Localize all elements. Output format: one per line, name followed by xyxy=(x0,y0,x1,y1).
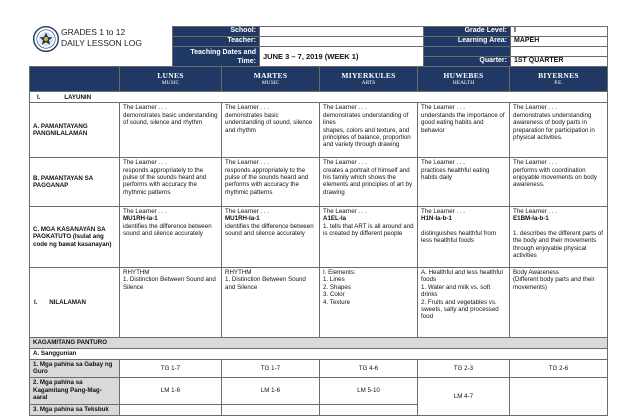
pamantayang-pangnilalaman-row xyxy=(30,103,608,158)
day-header-martes xyxy=(222,67,320,92)
school-value xyxy=(260,27,424,37)
table-cell xyxy=(222,158,320,207)
cell-text: The Learner . . . demonstrates understanding of lines shapes, colors and texture, and principles of balance, proportion and variety through drawing xyxy=(323,104,411,149)
layunin-row xyxy=(30,92,608,103)
school-label: School: xyxy=(173,27,260,37)
row-label: A. PAMANTAYANG PANGNILALAMAN xyxy=(30,103,120,158)
blank-value xyxy=(511,47,608,57)
cell-text: The Learner . . . practices healthful eating habits daily xyxy=(421,159,490,181)
cell-text: The Learner . . . responds appropriately to the pulse of the sounds heard and performs with accuracy the rhythmic patterns xyxy=(225,159,309,196)
table-cell xyxy=(418,206,510,267)
cell-text: The Learner . . . demonstrates understanding awareness of body parts in preparation for participation in physical activities. xyxy=(513,104,595,141)
cell-text: RHYTHM 1. Distinction Between Sound and Silence xyxy=(123,268,216,291)
table-cell: LM 5-10 xyxy=(320,378,418,405)
table-cell xyxy=(120,206,222,267)
kagamitang-panturo-heading: KAGAMITANG PANTURO xyxy=(30,337,608,348)
table-cell xyxy=(510,158,608,207)
layunin-heading xyxy=(30,92,608,103)
row-label: B. PAMANTAYAN SA PAGGANAP xyxy=(30,158,120,207)
table-cell xyxy=(320,158,418,207)
mga-kasanayan-row xyxy=(30,206,608,267)
cell-text: RHYTHM 1. Distinction Between Sound and Silence xyxy=(225,268,306,291)
table-cell xyxy=(510,103,608,158)
table-cell xyxy=(510,267,608,337)
row-label: 1. Mga pahina sa Gabay ng Guro xyxy=(30,359,120,378)
table-cell xyxy=(418,158,510,207)
cell-text: The Learner . . . responds appropriately to the pulse of the sounds heard and performs with accuracy the rhythmic patterns xyxy=(123,159,207,196)
quarter-label: Quarter: xyxy=(424,57,511,67)
cell-text: Body Awareness (Different body parts and their movements) xyxy=(513,268,595,291)
cell-text: A. Healthful and less healthful foods 1. Water and milk vs. soft drinks 2. Fruits and vegetables vs. sweets, salty and processed food xyxy=(421,268,503,321)
table-cell: TG 1-7 xyxy=(222,359,320,378)
nilalaman-row xyxy=(30,267,608,337)
table-cell xyxy=(320,404,418,415)
row-label: C. MGA KASANAYAN SA PAGKATUTO (Isulat ang code ng bawat kasanayan) xyxy=(30,206,120,267)
row-label: 3. Mga pahina sa Teksbuk xyxy=(30,404,120,415)
teaching-dates-label xyxy=(173,47,260,67)
lesson-log-title xyxy=(61,27,142,49)
teaching-dates-label-line2: Time: xyxy=(237,57,256,65)
table-cell xyxy=(120,103,222,158)
info-table xyxy=(172,26,608,67)
grade-level-value: I xyxy=(511,27,608,37)
table-cell: TG 1-7 xyxy=(120,359,222,378)
header-corner xyxy=(30,67,120,92)
cell-text: The Learner . . . creates a portrait of himself and his family which shows the elements and principles of art by drawing xyxy=(323,159,413,196)
day-name: HUWEBES xyxy=(443,71,484,81)
day-subject: HEALTH xyxy=(452,80,475,87)
table-cell: TG 4-6 xyxy=(320,359,418,378)
quarter-value: 1ST QUARTER xyxy=(511,57,608,67)
cell-text: identifies the difference between sound and silence accurately xyxy=(225,222,314,237)
day-header-lunes xyxy=(120,67,222,92)
day-subject: MUSIC xyxy=(261,80,280,87)
teacher-label: Teacher: xyxy=(173,37,260,47)
table-cell xyxy=(222,267,320,337)
table-cell: TG 2-6 xyxy=(510,359,608,378)
teaching-dates-value: JUNE 3 – 7, 2019 (WEEK 1) xyxy=(260,47,424,67)
blank-label xyxy=(424,47,511,57)
table-cell: LM 1-6 xyxy=(222,378,320,405)
cell-text: The Learner . . . xyxy=(225,207,270,215)
day-header-miyerkules xyxy=(320,67,418,92)
day-subject: ARTS xyxy=(361,80,376,87)
cell-text: 1. tells that ART is all around and is created by different people xyxy=(323,222,414,237)
gabay-ng-guro-row xyxy=(30,359,608,378)
day-name: MARTES xyxy=(253,71,288,81)
cell-text: The Learner . . . xyxy=(323,207,368,215)
row-label xyxy=(30,267,120,337)
layunin-label: LAYUNIN xyxy=(64,93,92,101)
table-cell: TG 2-3 xyxy=(418,359,510,378)
layunin-num: I. xyxy=(37,93,41,101)
cell-text: identifies the difference between sound and silence accurately xyxy=(123,222,212,237)
table-cell xyxy=(222,404,320,415)
cell-text: distinguishes healthful from less healthful foods xyxy=(421,229,496,245)
day-name: MIYERKULES xyxy=(341,71,396,81)
competency-code: MU1RH-Ia-1 xyxy=(225,215,260,223)
cell-text: The Learner . . . xyxy=(421,207,466,215)
learning-area-value: MAPEH xyxy=(511,37,608,47)
lesson-table xyxy=(29,66,608,416)
cell-text: The Learner . . . understands the importance of good eating habits and behavior xyxy=(421,104,505,134)
table-cell xyxy=(222,206,320,267)
table-cell xyxy=(418,267,510,337)
competency-code: MU1RH-Ia-1 xyxy=(123,215,158,223)
table-cell xyxy=(320,206,418,267)
title-line-1: GRADES 1 to 12 xyxy=(61,27,126,37)
sanggunian-heading: A. Sanggunian xyxy=(30,348,608,359)
table-cell xyxy=(120,267,222,337)
table-cell: LM 4-7 xyxy=(418,378,510,416)
cell-text: The Learner . . . xyxy=(513,207,558,215)
grade-level-label: Grade Level: xyxy=(424,27,511,37)
table-cell xyxy=(418,103,510,158)
nilalaman-label: NILALAMAN xyxy=(49,298,86,306)
teaching-dates-label-line1: Teaching Dates and xyxy=(190,48,256,56)
cell-text: The Learner . . . demonstrates basic understanding of sound, silence and rhythm xyxy=(123,104,218,127)
nilalaman-num: I. xyxy=(34,298,38,306)
table-cell xyxy=(510,378,608,416)
sanggunian-row xyxy=(30,348,608,359)
table-cell xyxy=(320,103,418,158)
cell-text: The Learner . . . xyxy=(123,207,168,215)
day-name: BIYERNES xyxy=(538,71,579,81)
table-cell xyxy=(510,206,608,267)
table-cell xyxy=(120,404,222,415)
cell-text: I. Elements: 1. Lines 2. Shapes 3. Color 4. Texture xyxy=(323,268,356,306)
day-header-row xyxy=(30,67,608,92)
teacher-value xyxy=(260,37,424,47)
cell-text: 1. describes the different parts of the body and their movements through enjoyable physical activities xyxy=(513,229,603,260)
day-name: LUNES xyxy=(157,71,184,81)
row-label: 2. Mga pahina sa Kagamitang Pang-Mag-aaral xyxy=(30,378,120,405)
pamantayan-sa-pagganap-row xyxy=(30,158,608,207)
competency-code: E1BM-Ia-b-1 xyxy=(513,215,549,223)
table-cell xyxy=(120,158,222,207)
deped-seal-icon xyxy=(33,26,59,52)
cell-text: The Learner . . . demonstrates basic understanding of sound, silence and rhythm xyxy=(225,104,313,134)
kagamitang-panturo-row xyxy=(30,337,608,348)
kagamitang-pang-mag-aaral-row xyxy=(30,378,608,405)
cell-text: The Learner . . . performs with coordination enjoyable movements on body awareness. xyxy=(513,159,597,189)
day-header-huwebes xyxy=(418,67,510,92)
day-subject: MUSIC xyxy=(161,80,180,87)
day-subject: P.E. xyxy=(554,80,563,87)
table-cell xyxy=(222,103,320,158)
day-header-biyernes xyxy=(510,67,608,92)
competency-code: A1EL-Ia xyxy=(323,215,347,223)
title-line-2: DAILY LESSON LOG xyxy=(61,38,142,48)
table-cell xyxy=(320,267,418,337)
competency-code: H1N-Ia-b-1 xyxy=(421,215,452,223)
learning-area-label: Learning Area: xyxy=(424,37,511,47)
table-cell: LM 1-6 xyxy=(120,378,222,405)
